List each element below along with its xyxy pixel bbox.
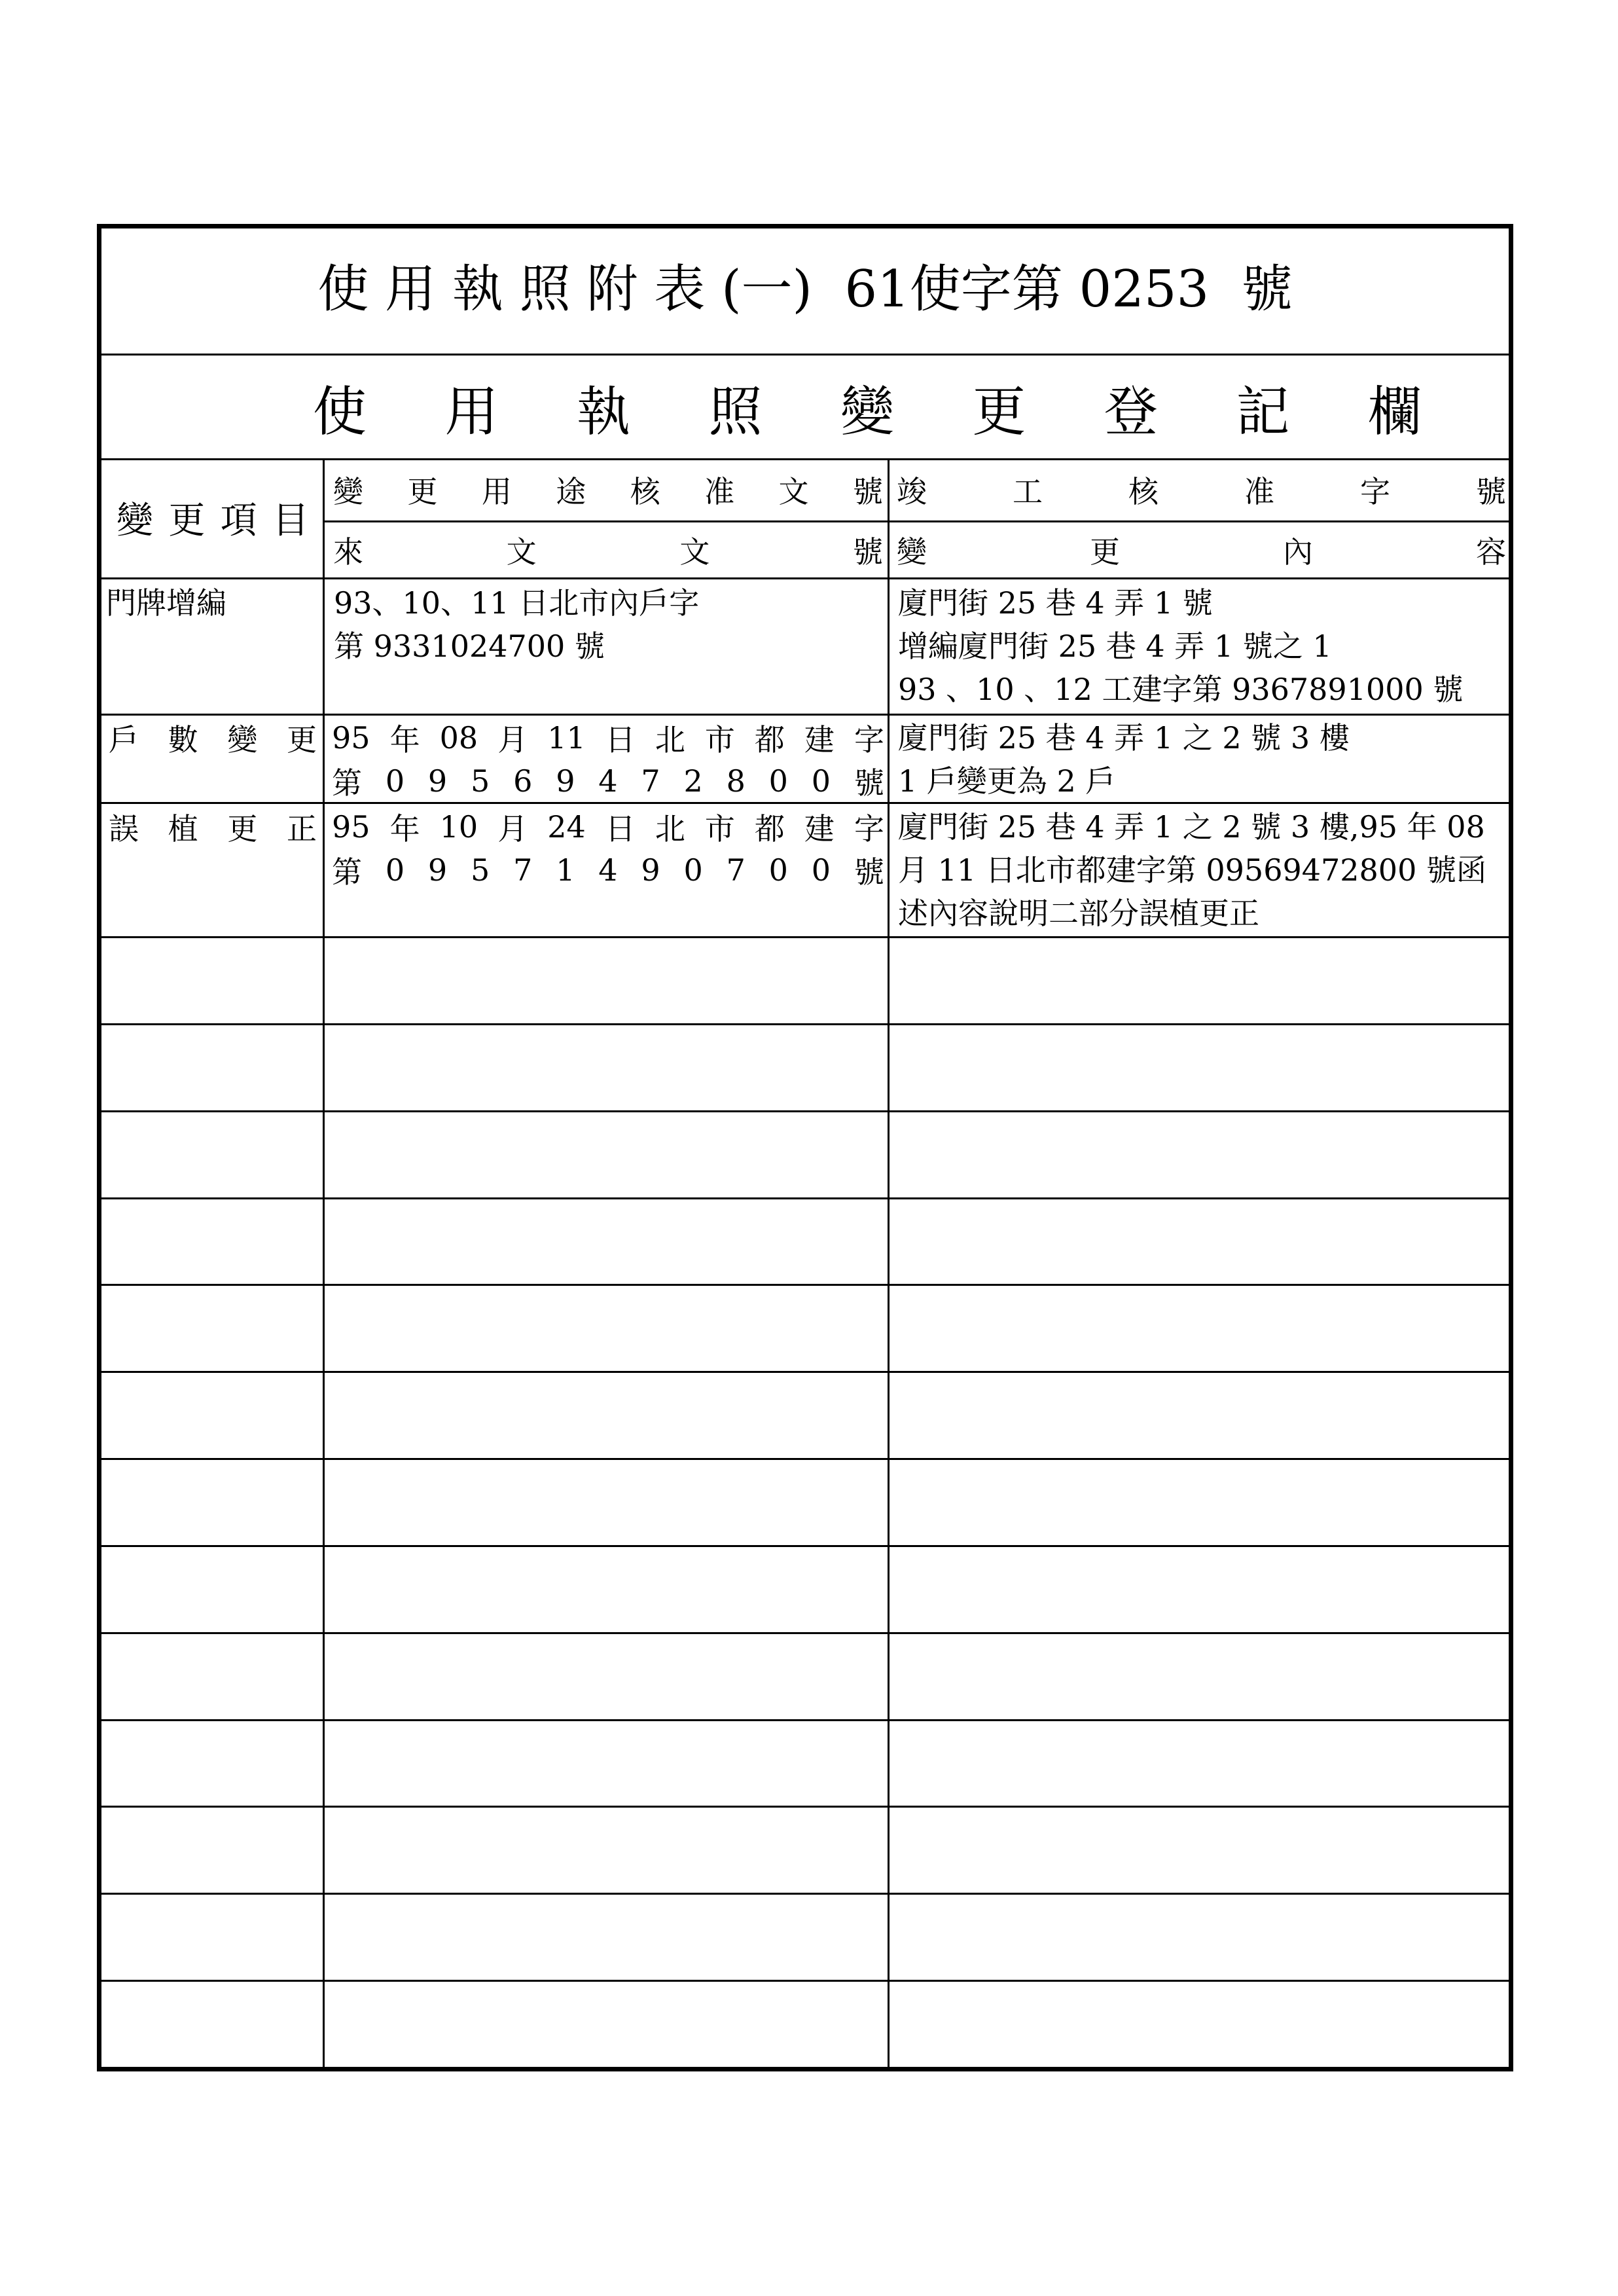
text-glyph: 10 (439, 809, 478, 845)
text-glyph: 4 (598, 763, 618, 799)
row-doc-line: 第 9331024700 號 (334, 629, 605, 664)
text-glyph: 建 (804, 811, 835, 847)
text-glyph: 北 (655, 811, 685, 847)
row-content-line: 增編廈門街 25 巷 4 弄 1 號之 1 (898, 629, 1332, 664)
text-glyph: 准 (1244, 474, 1274, 509)
text-glyph: 更 (1090, 534, 1120, 570)
text-glyph: 9 (427, 852, 448, 888)
text-glyph: 95 (332, 720, 370, 756)
header-change-content (895, 522, 1507, 577)
text-glyph: 9 (641, 852, 660, 888)
text-glyph: 號 (1476, 474, 1506, 509)
text-glyph: 0 (811, 763, 831, 799)
text-glyph: 年 (389, 722, 420, 757)
text-glyph: 1 (556, 852, 575, 888)
text-glyph: 更 (227, 811, 258, 847)
text-glyph: 11 (547, 720, 586, 756)
empty-row-separator (99, 1284, 1511, 1286)
text-glyph: 用 (444, 381, 499, 443)
text-glyph: 0 (768, 763, 788, 799)
text-glyph: 戶 (109, 722, 139, 757)
empty-row-separator (99, 1980, 1511, 1982)
text-glyph: 市 (704, 722, 735, 757)
row-item: 門牌增編 (106, 585, 226, 621)
text-glyph: 記 (1236, 381, 1290, 443)
text-glyph: 日 (605, 811, 636, 847)
text-glyph: 0 (811, 852, 831, 888)
text-glyph: 更 (168, 500, 206, 542)
text-glyph: 核 (630, 474, 660, 509)
row-content-line: 述內容說明二部分誤植更正 (898, 896, 1259, 931)
text-glyph: 竣 (897, 474, 927, 509)
row-doc-line (331, 805, 886, 848)
text-glyph: 市 (704, 811, 735, 847)
row-item (105, 805, 321, 848)
text-glyph: 核 (1128, 474, 1159, 509)
text-glyph: 0 (385, 852, 405, 888)
text-glyph: 5 (471, 852, 490, 888)
empty-row-separator (99, 1458, 1511, 1460)
text-glyph: 容 (1476, 534, 1506, 570)
text-glyph: 8 (726, 763, 746, 799)
empty-row-separator (99, 1197, 1511, 1199)
form-title: 使 用 執 照 附 表 (一) 61使字第 0253 號 (317, 260, 1293, 319)
text-glyph: 准 (704, 474, 735, 509)
empty-row-separator (99, 1719, 1511, 1721)
title-divider (99, 354, 1511, 355)
text-glyph: 月 (497, 811, 528, 847)
text-glyph: 0 (683, 852, 703, 888)
text-glyph: 變 (117, 500, 153, 542)
text-glyph: 項 (220, 500, 257, 542)
text-glyph: 號 (852, 474, 883, 509)
row-content-line: 93 、10 、12 工建字第 9367891000 號 (898, 672, 1464, 707)
text-glyph: 字 (1360, 474, 1390, 509)
text-glyph: 數 (168, 722, 198, 757)
column-line-1 (323, 458, 325, 2069)
empty-row-separator (99, 1371, 1511, 1373)
text-glyph: 24 (547, 809, 586, 845)
text-glyph: 都 (754, 722, 785, 757)
row-content-line: 月 11 日北市都建字第 09569472800 號函 (898, 852, 1486, 888)
column-line-2 (888, 458, 890, 2069)
header-completion-no (895, 460, 1507, 520)
text-glyph: 0 (768, 852, 788, 888)
row-content-line: 1 戶變更為 2 戶 (898, 763, 1116, 799)
text-glyph: 北 (655, 722, 685, 757)
text-glyph: 7 (726, 852, 746, 888)
row-doc-line (331, 848, 886, 892)
text-glyph: 建 (804, 722, 835, 757)
text-glyph: 6 (513, 763, 533, 799)
empty-row-separator (99, 1806, 1511, 1808)
section-title (103, 370, 1507, 455)
text-glyph: 年 (389, 811, 420, 847)
empty-row-separator (99, 1632, 1511, 1634)
text-glyph: 照 (708, 381, 763, 443)
text-glyph: 5 (471, 763, 490, 799)
text-glyph: 用 (481, 474, 512, 509)
text-glyph: 第 (332, 765, 362, 801)
text-glyph: 第 (332, 854, 362, 890)
text-glyph: 來 (333, 534, 363, 570)
text-glyph: 號 (854, 854, 884, 890)
header-approval-doc-no (331, 460, 886, 520)
empty-row-separator (99, 1023, 1511, 1025)
text-glyph: 變 (897, 534, 927, 570)
text-glyph: 95 (332, 809, 370, 845)
text-glyph: 4 (598, 852, 618, 888)
text-glyph: 字 (854, 722, 884, 757)
header-change-item (105, 458, 321, 577)
text-glyph: 號 (854, 765, 884, 801)
empty-row-separator (99, 1110, 1511, 1112)
row-separator (99, 802, 1511, 804)
empty-row-separator (99, 1545, 1511, 1547)
text-glyph: 文 (679, 534, 710, 570)
text-glyph: 登 (1104, 381, 1158, 443)
text-glyph: 工 (1013, 474, 1043, 509)
text-glyph: 7 (641, 763, 660, 799)
text-glyph: 變 (840, 381, 894, 443)
text-glyph: 途 (556, 474, 586, 509)
text-glyph: 9 (556, 763, 575, 799)
text-glyph: 更 (972, 381, 1026, 443)
text-glyph: 誤 (109, 811, 139, 847)
row-separator (99, 936, 1511, 938)
row-doc-line: 93、10、11 日北市內戶字 (334, 585, 700, 621)
text-glyph: 目 (272, 500, 309, 542)
row-content-line: 廈門街 25 巷 4 弄 1 號 (898, 585, 1213, 621)
header-incoming-doc-no (331, 522, 886, 577)
row-item (105, 716, 321, 759)
text-glyph: 號 (852, 534, 883, 570)
text-glyph: 正 (286, 811, 317, 847)
text-glyph: 植 (168, 811, 198, 847)
row-doc-line (331, 716, 886, 759)
text-glyph: 變 (333, 474, 363, 509)
text-glyph: 更 (286, 722, 317, 757)
text-glyph: 執 (576, 381, 630, 443)
text-glyph: 文 (778, 474, 809, 509)
text-glyph: 內 (1283, 534, 1313, 570)
text-glyph: 字 (854, 811, 884, 847)
text-glyph: 9 (427, 763, 448, 799)
text-glyph: 2 (683, 763, 703, 799)
empty-row-separator (99, 1893, 1511, 1895)
text-glyph: 日 (605, 722, 636, 757)
text-glyph: 文 (506, 534, 537, 570)
text-glyph: 使 (313, 381, 367, 443)
text-glyph: 月 (497, 722, 528, 757)
text-glyph: 都 (754, 811, 785, 847)
row-content-line: 廈門街 25 巷 4 弄 1 之 2 號 3 樓 (898, 720, 1350, 756)
row-separator (99, 714, 1511, 716)
text-glyph: 0 (385, 763, 405, 799)
row-content-line: 廈門街 25 巷 4 弄 1 之 2 號 3 樓,95 年 08 (898, 809, 1485, 845)
text-glyph: 更 (407, 474, 438, 509)
header-bottom-line (99, 577, 1511, 579)
text-glyph: 變 (227, 722, 258, 757)
text-glyph: 欄 (1367, 381, 1422, 443)
text-glyph: 7 (513, 852, 533, 888)
text-glyph: 08 (439, 720, 478, 756)
row-doc-line (331, 759, 886, 803)
